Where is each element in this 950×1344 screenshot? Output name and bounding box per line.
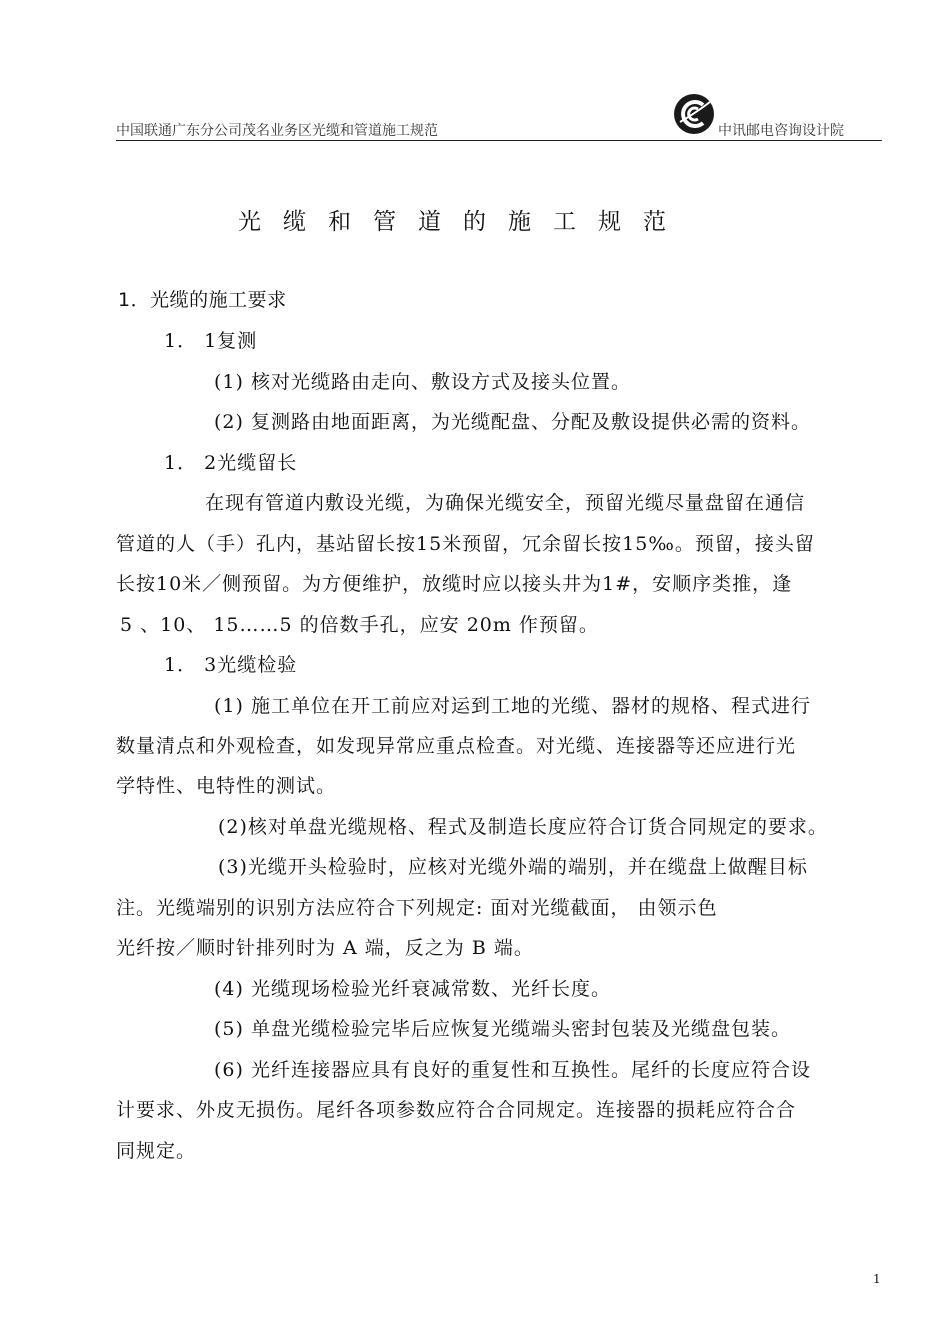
paragraph-line: (6) 光纤连接器应具有良好的重复性和互换性。尾纤的长度应符合设	[214, 1059, 811, 1081]
paragraph-line: (1) 施工单位在开工前应对运到工地的光缆、器材的规格、程式进行	[214, 695, 811, 717]
document-title: 光缆和管道的施工规范	[238, 209, 688, 235]
paragraph-line: (4) 光缆现场检验光纤衰减常数、光纤长度。	[214, 978, 611, 1000]
paragraph-line: 在现有管道内敷设光缆，为确保光缆安全，预留光缆尽量盘留在通信	[205, 492, 806, 514]
paragraph-line: (2) 复测路由地面距离，为光缆配盘、分配及敷设提供必需的资料。	[214, 411, 811, 433]
paragraph-line: 5 、10、 15……5 的倍数手孔，应安 20m 作预留。	[120, 614, 599, 636]
paragraph-line: (1) 核对光缆路由走向、敷设方式及接头位置。	[214, 371, 631, 393]
subsection-heading: 1． 2光缆留长	[164, 452, 298, 474]
paragraph-line: (3)光缆开头检验时，应核对光缆外端的端别，并在缆盘上做醒目标	[218, 856, 808, 878]
paragraph-line: 光纤按／顺时针排列时为 A 端，反之为 B 端。	[116, 937, 534, 959]
paragraph-line: 数量清点和外观检查，如发现异常应重点检查。对光缆、连接器等还应进行光	[116, 735, 797, 757]
subsection-heading: 1． 3光缆检验	[164, 654, 298, 676]
paragraph-line: 学特性、电特性的测试。	[116, 775, 337, 797]
paragraph-line: 长按10米／侧预留。为方便维护，放缆时应以接头井为1#，安顺序类推，逢	[116, 573, 793, 595]
running-header-left: 中国联通广东分公司茂名业务区光缆和管道施工规范	[116, 123, 438, 139]
running-header-right: 中讯邮电咨询设计院	[718, 123, 844, 139]
company-logo-icon	[672, 92, 716, 136]
paragraph-line: (2)核对单盘光缆规格、程式及制造长度应符合订货合同规定的要求。	[218, 816, 828, 838]
paragraph-line: 同规定。	[116, 1140, 197, 1162]
paragraph-line: 管道的人（手）孔内，基站留长按15米预留，冗余留长按15‰。预留，接头留	[116, 533, 815, 555]
subsection-heading: 1． 1复测	[164, 330, 258, 352]
section-heading: 1．光缆的施工要求	[118, 289, 287, 311]
paragraph-line: 注。光缆端别的识别方法应符合下列规定: 面对光缆截面， 由领示色	[116, 897, 718, 919]
page-number: 1	[873, 1272, 881, 1286]
paragraph-line: 计要求、外皮无损伤。尾纤各项参数应符合合同规定。连接器的损耗应符合合	[116, 1099, 797, 1121]
header-divider	[116, 140, 882, 141]
paragraph-line: (5) 单盘光缆检验完毕后应恢复光缆端头密封包装及光缆盘包装。	[214, 1018, 791, 1040]
